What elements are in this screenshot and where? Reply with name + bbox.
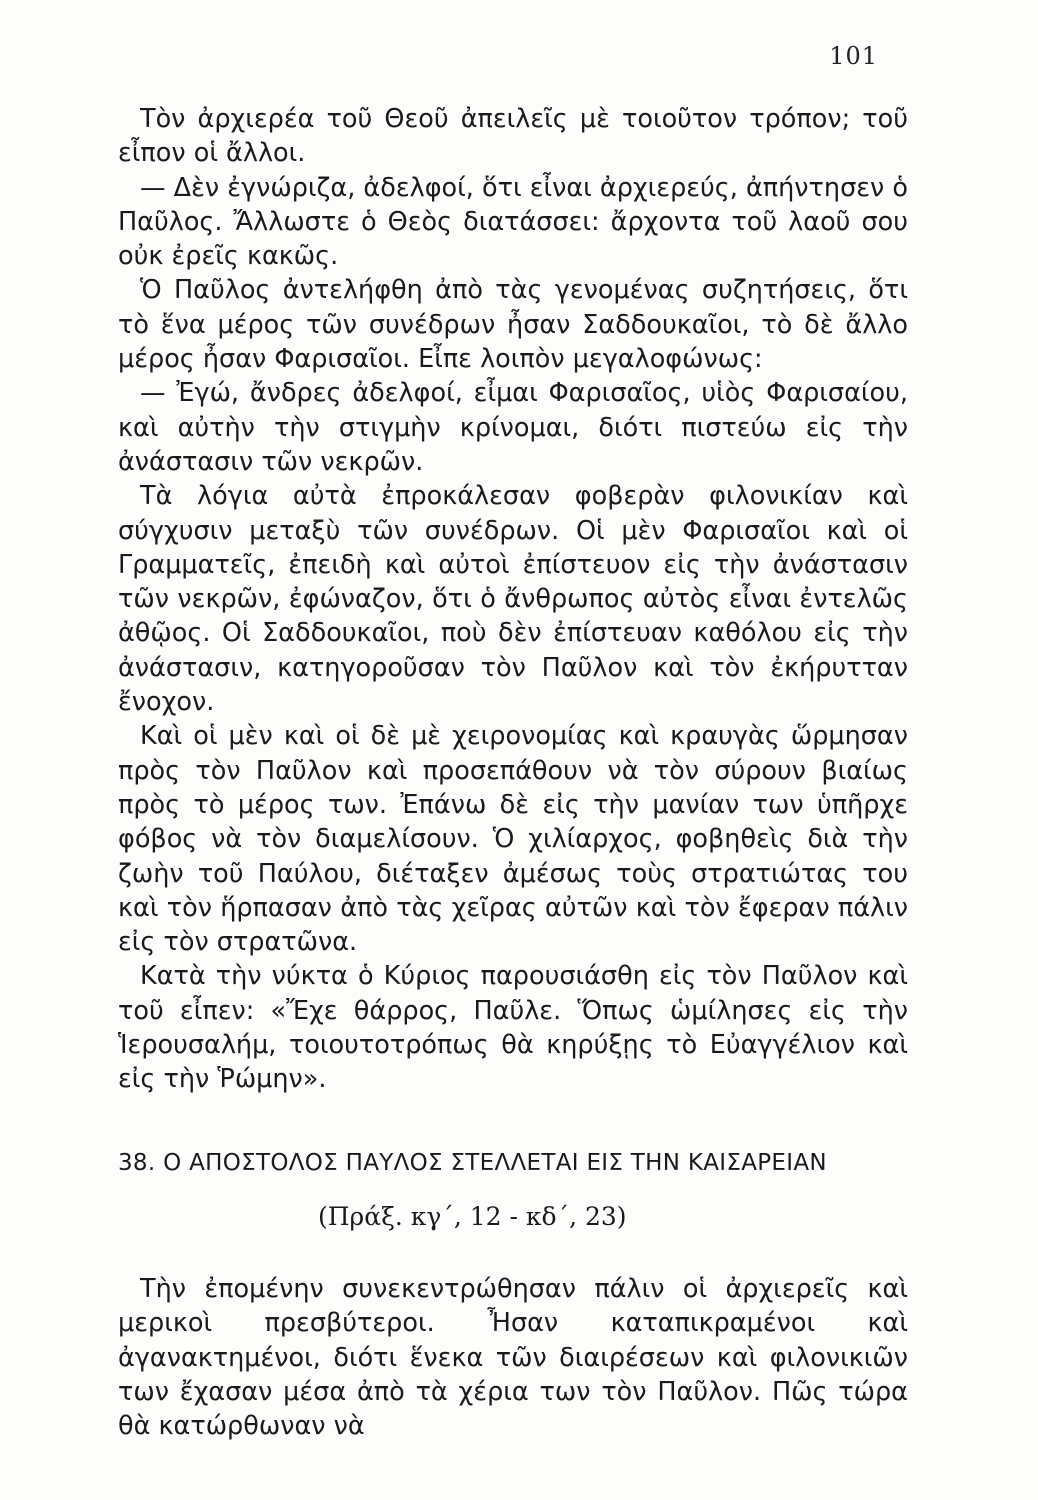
paragraph-tumult: Καὶ οἱ μὲν καὶ οἱ δὲ μὲ χειρονομίας καὶ κραυγὰς ὥρμησαν πρὸς τὸν Παῦλον καὶ προσεπάθουν νὰ τὸν σύρουν βιαίως πρὸς τὸ μέρος των. Ἐπάνω δὲ εἰς τὴν μανίαν των ὑπῆρχε φόβος νὰ τὸν διαμελίσουν. Ὁ χιλίαρχος, φοβηθεὶς διὰ τὴν ζωὴν τοῦ Παύλου, διέταξεν ἀμέσως τοὺς στρατιώτας του καὶ τὸν ἥρπασαν ἀπὸ τὰς χεῖρας αὐτῶν καὶ τὸν ἔφεραν πάλιν εἰς τὸν στρατῶνα. [118,721,908,958]
paragraph-lord-appears: Κατὰ τὴν νύκτα ὁ Κύριος παρουσιάσθη εἰς τὸν Παῦλον καὶ τοῦ εἶπεν: «Ἔχε θάρρος, Παῦλε. Ὅπως ὡμίλησες εἰς τὴν Ἱερουσαλήμ, τοιουτοτρόπως θὰ κηρύξῃς τὸ Εὐαγγέλιον καὶ εἰς τὴν Ῥώμην». [118,961,908,1095]
paragraph-pharisee-declaration: — Ἐγώ, ἄνδρες ἀδελφοί, εἶμαι Φαρισαῖος, υἱὸς Φαρισαίου, καὶ αὐτὴν τὴν στιγμὴν κρίνομαι, διότι πιστεύω εἰς τὴν ἀνάστασιν τῶν νεκρῶν. [118,378,908,477]
section-heading: 38. Ο ΑΠΟΣΤΟΛΟΣ ΠΑΥΛΟΣ ΣΤΕΛΛΕΤΑΙ ΕΙΣ ΤΗΝ ΚΑΙΣΑΡΕΙΑΝ [118,1150,827,1176]
paragraph-council-division: Ὁ Παῦλος ἀντελήφθη ἀπὸ τὰς γενομένας συζητήσεις, ὅτι τὸ ἕνα μέρος τῶν συνέδρων ἦσαν Σαδδουκαῖοι, τὸ δὲ ἄλλο μέρος ἦσαν Φαρισαῖοι. Εἶπε λοιπὸν μεγαλοφώνως: [118,275,908,375]
section-text [118,1272,908,1443]
paragraph-question: Τὸν ἀρχιερέα τοῦ Θεοῦ ἀπειλεῖς μὲ τοιοῦτον τρόπον; τοῦ εἶπον οἱ ἄλλοι. [118,104,908,169]
paragraph-dispute: Τὰ λόγια αὐτὰ ἐπροκάλεσαν φοβερὰν φιλονικίαν καὶ σύγχυσιν μεταξὺ τῶν συνέδρων. Οἱ μὲν Φαρισαῖοι καὶ οἱ Γραμματεῖς, ἐπειδὴ καὶ αὐτοὶ ἐπίστευον εἰς τὴν ἀνάστασιν τῶν νεκρῶν, ἐφώναζον, ὅτι ὁ ἄνθρωπος αὐτὸς εἶναι ἐντελῶς ἀθῷος. Οἱ Σαδδουκαῖοι, ποὺ δὲν ἐπίστευαν καθόλου εἰς τὴν ἀνάστασιν, κατηγοροῦσαν τὸν Παῦλον καὶ τὸν ἐκήρυτταν ἔνοχον. [118,481,908,718]
paragraph-next-day: Τὴν ἐπομένην συνεκεντρώθησαν πάλιν οἱ ἀρχιερεῖς καὶ μερικοὶ πρεσβύτεροι. Ἦσαν καταπικραμένοι καὶ ἀγανακτημένοι, διότι ἕνεκα τῶν διαιρέσεων καὶ φιλονικιῶν των ἔχασαν μέσα ἀπὸ τὰ χέρια των τὸν Παῦλον. Πῶς τώρα θὰ κατώρθωναν νὰ [118,1274,908,1442]
paragraph-paul-reply: — Δὲν ἐγνώριζα, ἀδελφοί, ὅτι εἶναι ἀρχιερεύς, ἀπήντησεν ὁ Παῦλος. Ἄλλωστε ὁ Θεὸς διατάσσει: ἄρχοντα τοῦ λαοῦ σου οὐκ ἐρεῖς κακῶς. [118,172,908,272]
page-number: 101 [829,42,878,70]
section-reference: (Πράξ. κγ΄, 12 - κδ΄, 23) [318,1202,627,1231]
main-text [118,102,908,1097]
